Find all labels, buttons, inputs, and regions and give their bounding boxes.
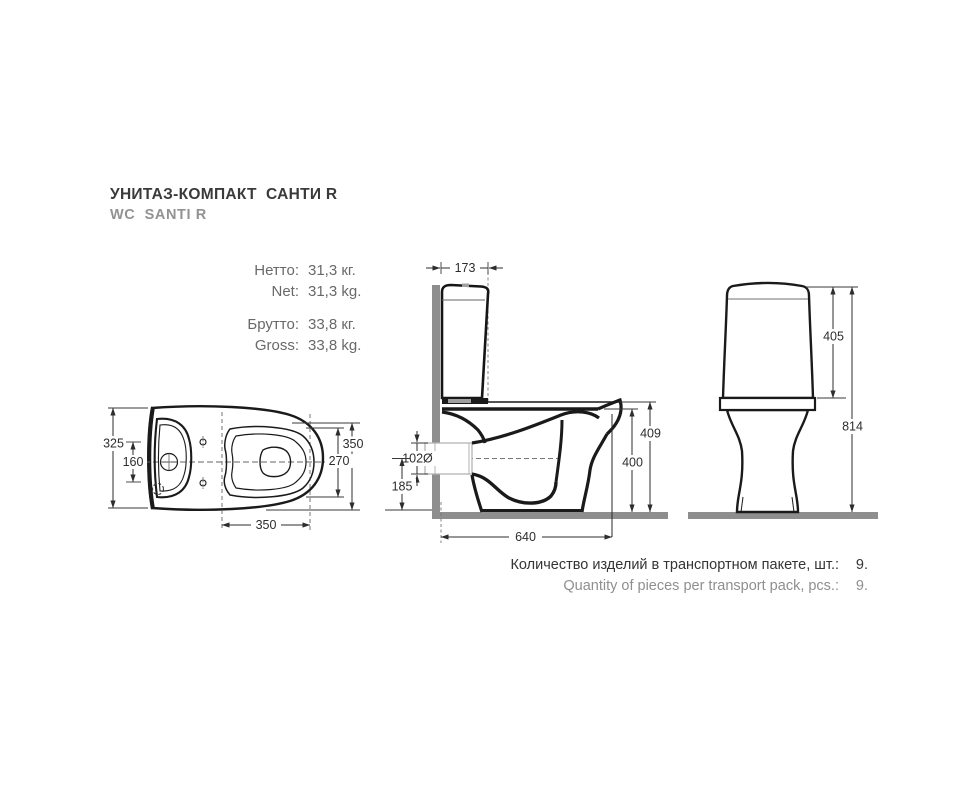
dim-back-width: 325 xyxy=(103,436,124,451)
dim-seat-width: 270 xyxy=(328,454,350,468)
dim-outlet-height: 185 xyxy=(391,479,413,494)
trap-inner-drop xyxy=(556,420,562,482)
product-title-ru: УНИТАЗ-КОМПАКТ САНТИ R xyxy=(110,186,338,203)
packaging-row-ru xyxy=(510,555,868,576)
bowl-outer-right xyxy=(582,434,607,512)
gross-value-en: 33,8 kg. xyxy=(308,336,362,354)
gross-row-ru xyxy=(220,315,370,336)
pedestal-front xyxy=(727,410,808,512)
foot-left-edge xyxy=(472,475,482,512)
dim-outlet-diameter: 102Ø xyxy=(402,451,433,466)
net-value-ru: 31,3 кг. xyxy=(308,262,356,279)
packaging-label-ru: Количество изделий в транспортном пакете, шт.: xyxy=(510,557,839,573)
bowl-underside xyxy=(442,412,485,443)
packaging-row-en xyxy=(510,576,868,597)
dim-bowl-width: 350 xyxy=(342,437,364,451)
dim-seat-length: 350 xyxy=(255,518,277,532)
packaging-label-en: Quantity of pieces per transport pack, pcs.: xyxy=(563,577,839,594)
floor-section xyxy=(432,512,668,519)
gross-value-ru: 33,8 кг. xyxy=(308,316,356,333)
gross-label-ru: Брутто: xyxy=(247,316,299,333)
packaging-qty-ru: 9. xyxy=(855,557,868,573)
tank-profile xyxy=(442,285,488,398)
net-row-en xyxy=(220,282,370,303)
net-value-en: 31,3 kg. xyxy=(308,282,362,300)
product-title-en: WC SANTI R xyxy=(110,207,207,223)
net-row-ru xyxy=(220,261,370,282)
rim-back-curl xyxy=(598,400,621,434)
packaging-qty-en: 9. xyxy=(855,577,868,594)
net-label-ru: Нетто: xyxy=(254,262,299,279)
front-view-drawing xyxy=(680,252,880,552)
dim-bowl-height: 400 xyxy=(622,455,643,470)
trap-sump xyxy=(472,474,556,503)
dim-total-depth: 640 xyxy=(515,530,536,544)
tank-base-band xyxy=(720,398,815,410)
dim-total-height: 814 xyxy=(842,419,863,434)
dim-tank-height: 405 xyxy=(823,329,844,344)
packaging-info xyxy=(510,555,868,596)
trap-upper xyxy=(472,412,599,443)
gross-row-en xyxy=(220,336,370,357)
side-view-drawing xyxy=(378,252,678,552)
dim-tank-top-depth: 173 xyxy=(454,261,476,275)
net-label-en: Net: xyxy=(271,282,299,300)
wall-section xyxy=(432,285,440,512)
dim-holes-span: 160 xyxy=(122,455,144,469)
flush-button-side xyxy=(462,284,469,288)
dim-seat-height: 409 xyxy=(640,426,661,441)
top-view-drawing xyxy=(96,392,386,547)
tank-front xyxy=(723,283,813,398)
weight-table xyxy=(220,261,370,356)
gross-label-en: Gross: xyxy=(254,336,299,354)
hinge-gray xyxy=(448,399,471,403)
